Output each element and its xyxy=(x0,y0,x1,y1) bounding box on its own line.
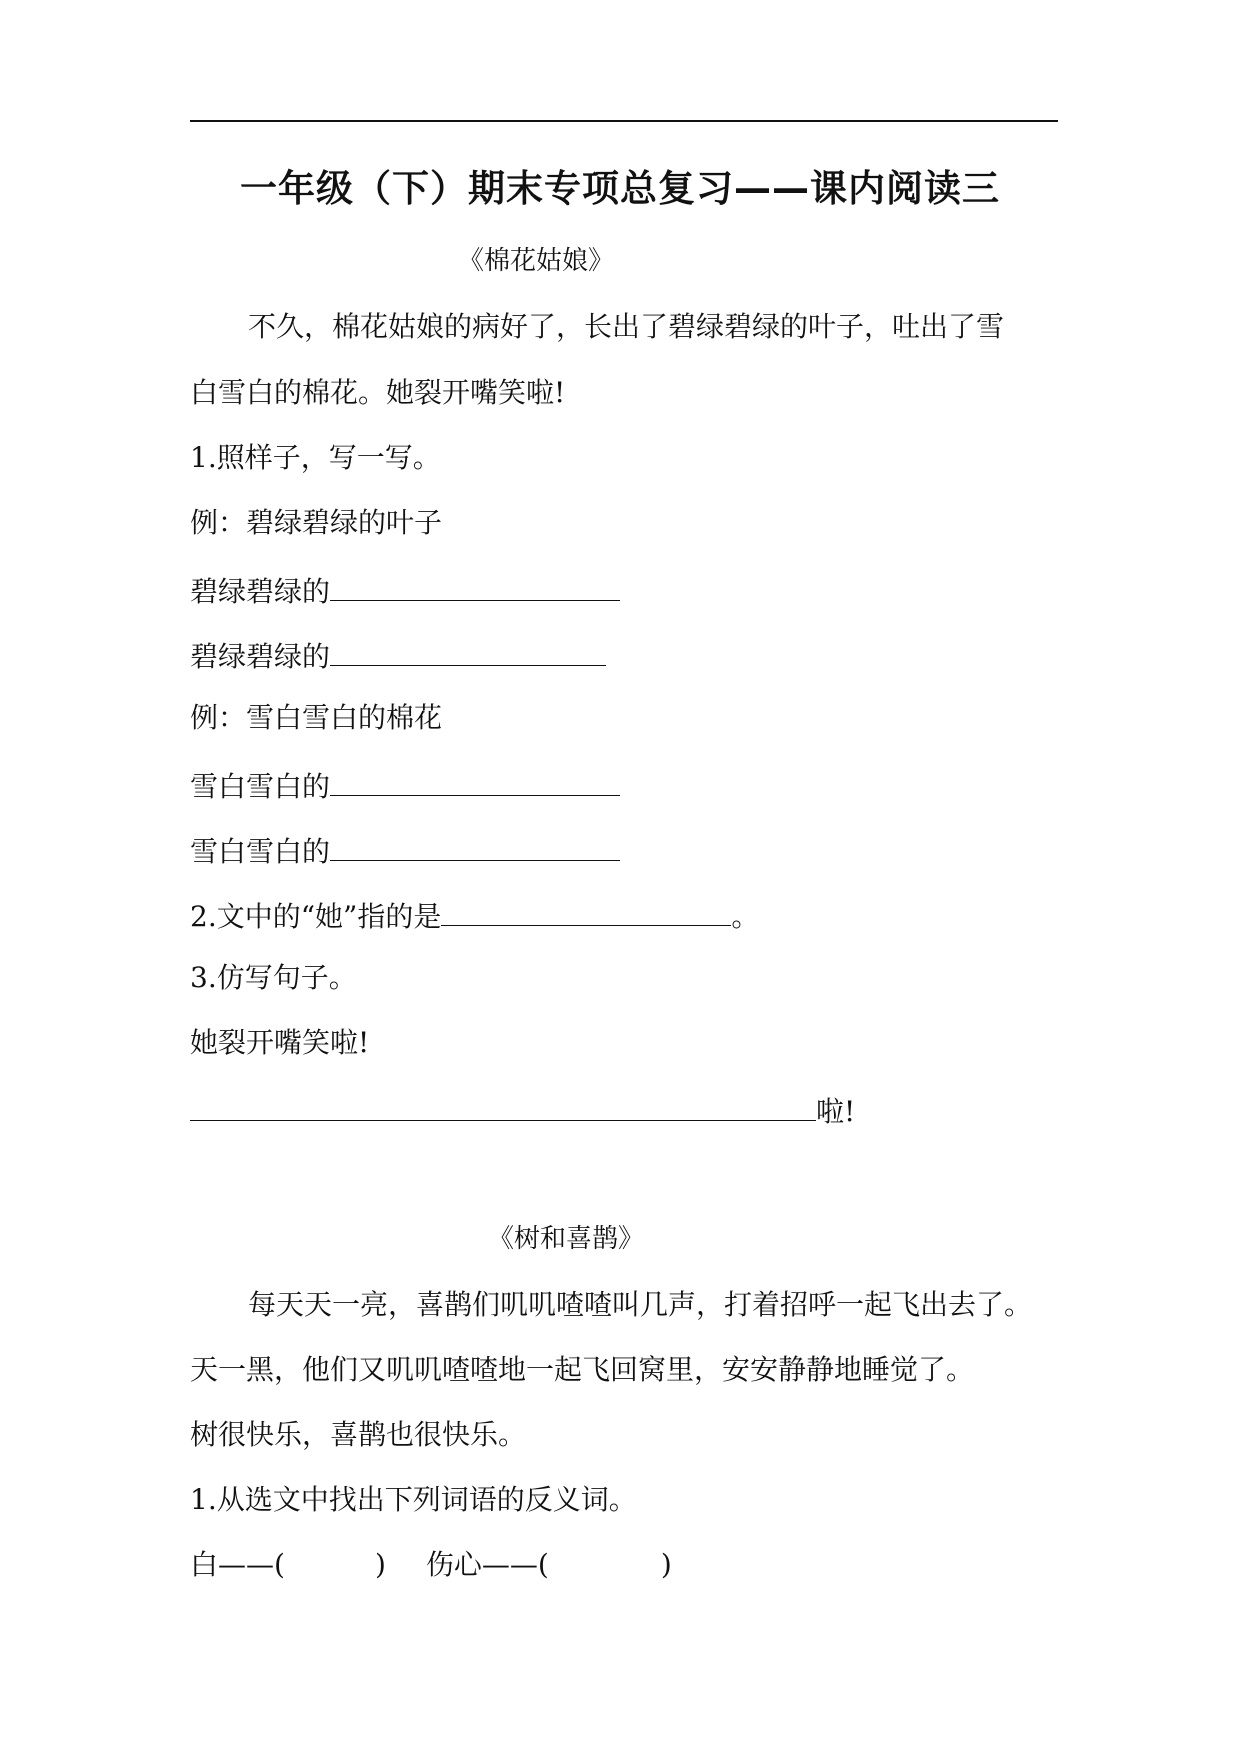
question-prompt: 2.文中的“她”指的是 xyxy=(190,900,442,933)
question-suffix: 。 xyxy=(731,900,760,933)
passage-line: 白雪白的棉花。她裂开嘴笑啦! xyxy=(190,376,566,409)
answer-blank[interactable] xyxy=(441,899,731,926)
antonym-word: 白——( xyxy=(190,1548,285,1581)
section-heading-tree-magpie: 《树和喜鹊》 xyxy=(488,1224,645,1254)
section-heading-cotton-girl: 《棉花姑娘》 xyxy=(458,246,615,276)
question-prompt: 1.照样子，写一写。 xyxy=(190,441,441,474)
fill-prefix: 碧绿碧绿的 xyxy=(190,575,331,608)
passage-line: 不久，棉花姑娘的病好了，长出了碧绿碧绿的叶子，吐出了雪 xyxy=(248,310,1005,343)
fill-prefix: 雪白雪白的 xyxy=(190,770,331,803)
answer-blank[interactable] xyxy=(330,834,620,861)
answer-blank[interactable] xyxy=(330,769,620,796)
page-title: 一年级（下）期末专项总复习——课内阅读三 xyxy=(240,167,1000,210)
answer-blank[interactable] xyxy=(190,1094,816,1121)
passage-line: 每天天一亮，喜鹊们叽叽喳喳叫几声，打着招呼一起飞出去了。 xyxy=(248,1288,1033,1321)
answer-blank[interactable] xyxy=(330,574,620,601)
fill-in-row xyxy=(190,574,620,606)
header-rule xyxy=(190,120,1058,122)
fill-in-row xyxy=(190,834,620,866)
model-sentence: 她裂开嘴笑啦! xyxy=(190,1026,370,1059)
question-row xyxy=(190,1094,855,1126)
fill-in-row xyxy=(190,639,606,671)
passage-line: 树很快乐，喜鹊也很快乐。 xyxy=(190,1418,527,1451)
question-suffix: 啦! xyxy=(816,1095,856,1128)
example-text: 例：碧绿碧绿的叶子 xyxy=(190,506,443,539)
answer-blank[interactable] xyxy=(330,639,606,666)
antonym-row xyxy=(190,1548,672,1581)
antonym-word: 伤心——( xyxy=(425,1548,549,1581)
question-prompt: 1.从选文中找出下列词语的反义词。 xyxy=(190,1483,637,1516)
example-text: 例：雪白雪白的棉花 xyxy=(190,701,443,734)
question-prompt: 3.仿写句子。 xyxy=(190,961,357,994)
question-row xyxy=(190,899,759,931)
fill-prefix: 雪白雪白的 xyxy=(190,835,331,868)
bracket-close: ) xyxy=(374,1548,386,1581)
fill-in-row xyxy=(190,769,620,801)
bracket-close: ) xyxy=(660,1548,672,1581)
fill-prefix: 碧绿碧绿的 xyxy=(190,640,331,673)
passage-line: 天一黑，他们又叽叽喳喳地一起飞回窝里，安安静静地睡觉了。 xyxy=(190,1353,975,1386)
